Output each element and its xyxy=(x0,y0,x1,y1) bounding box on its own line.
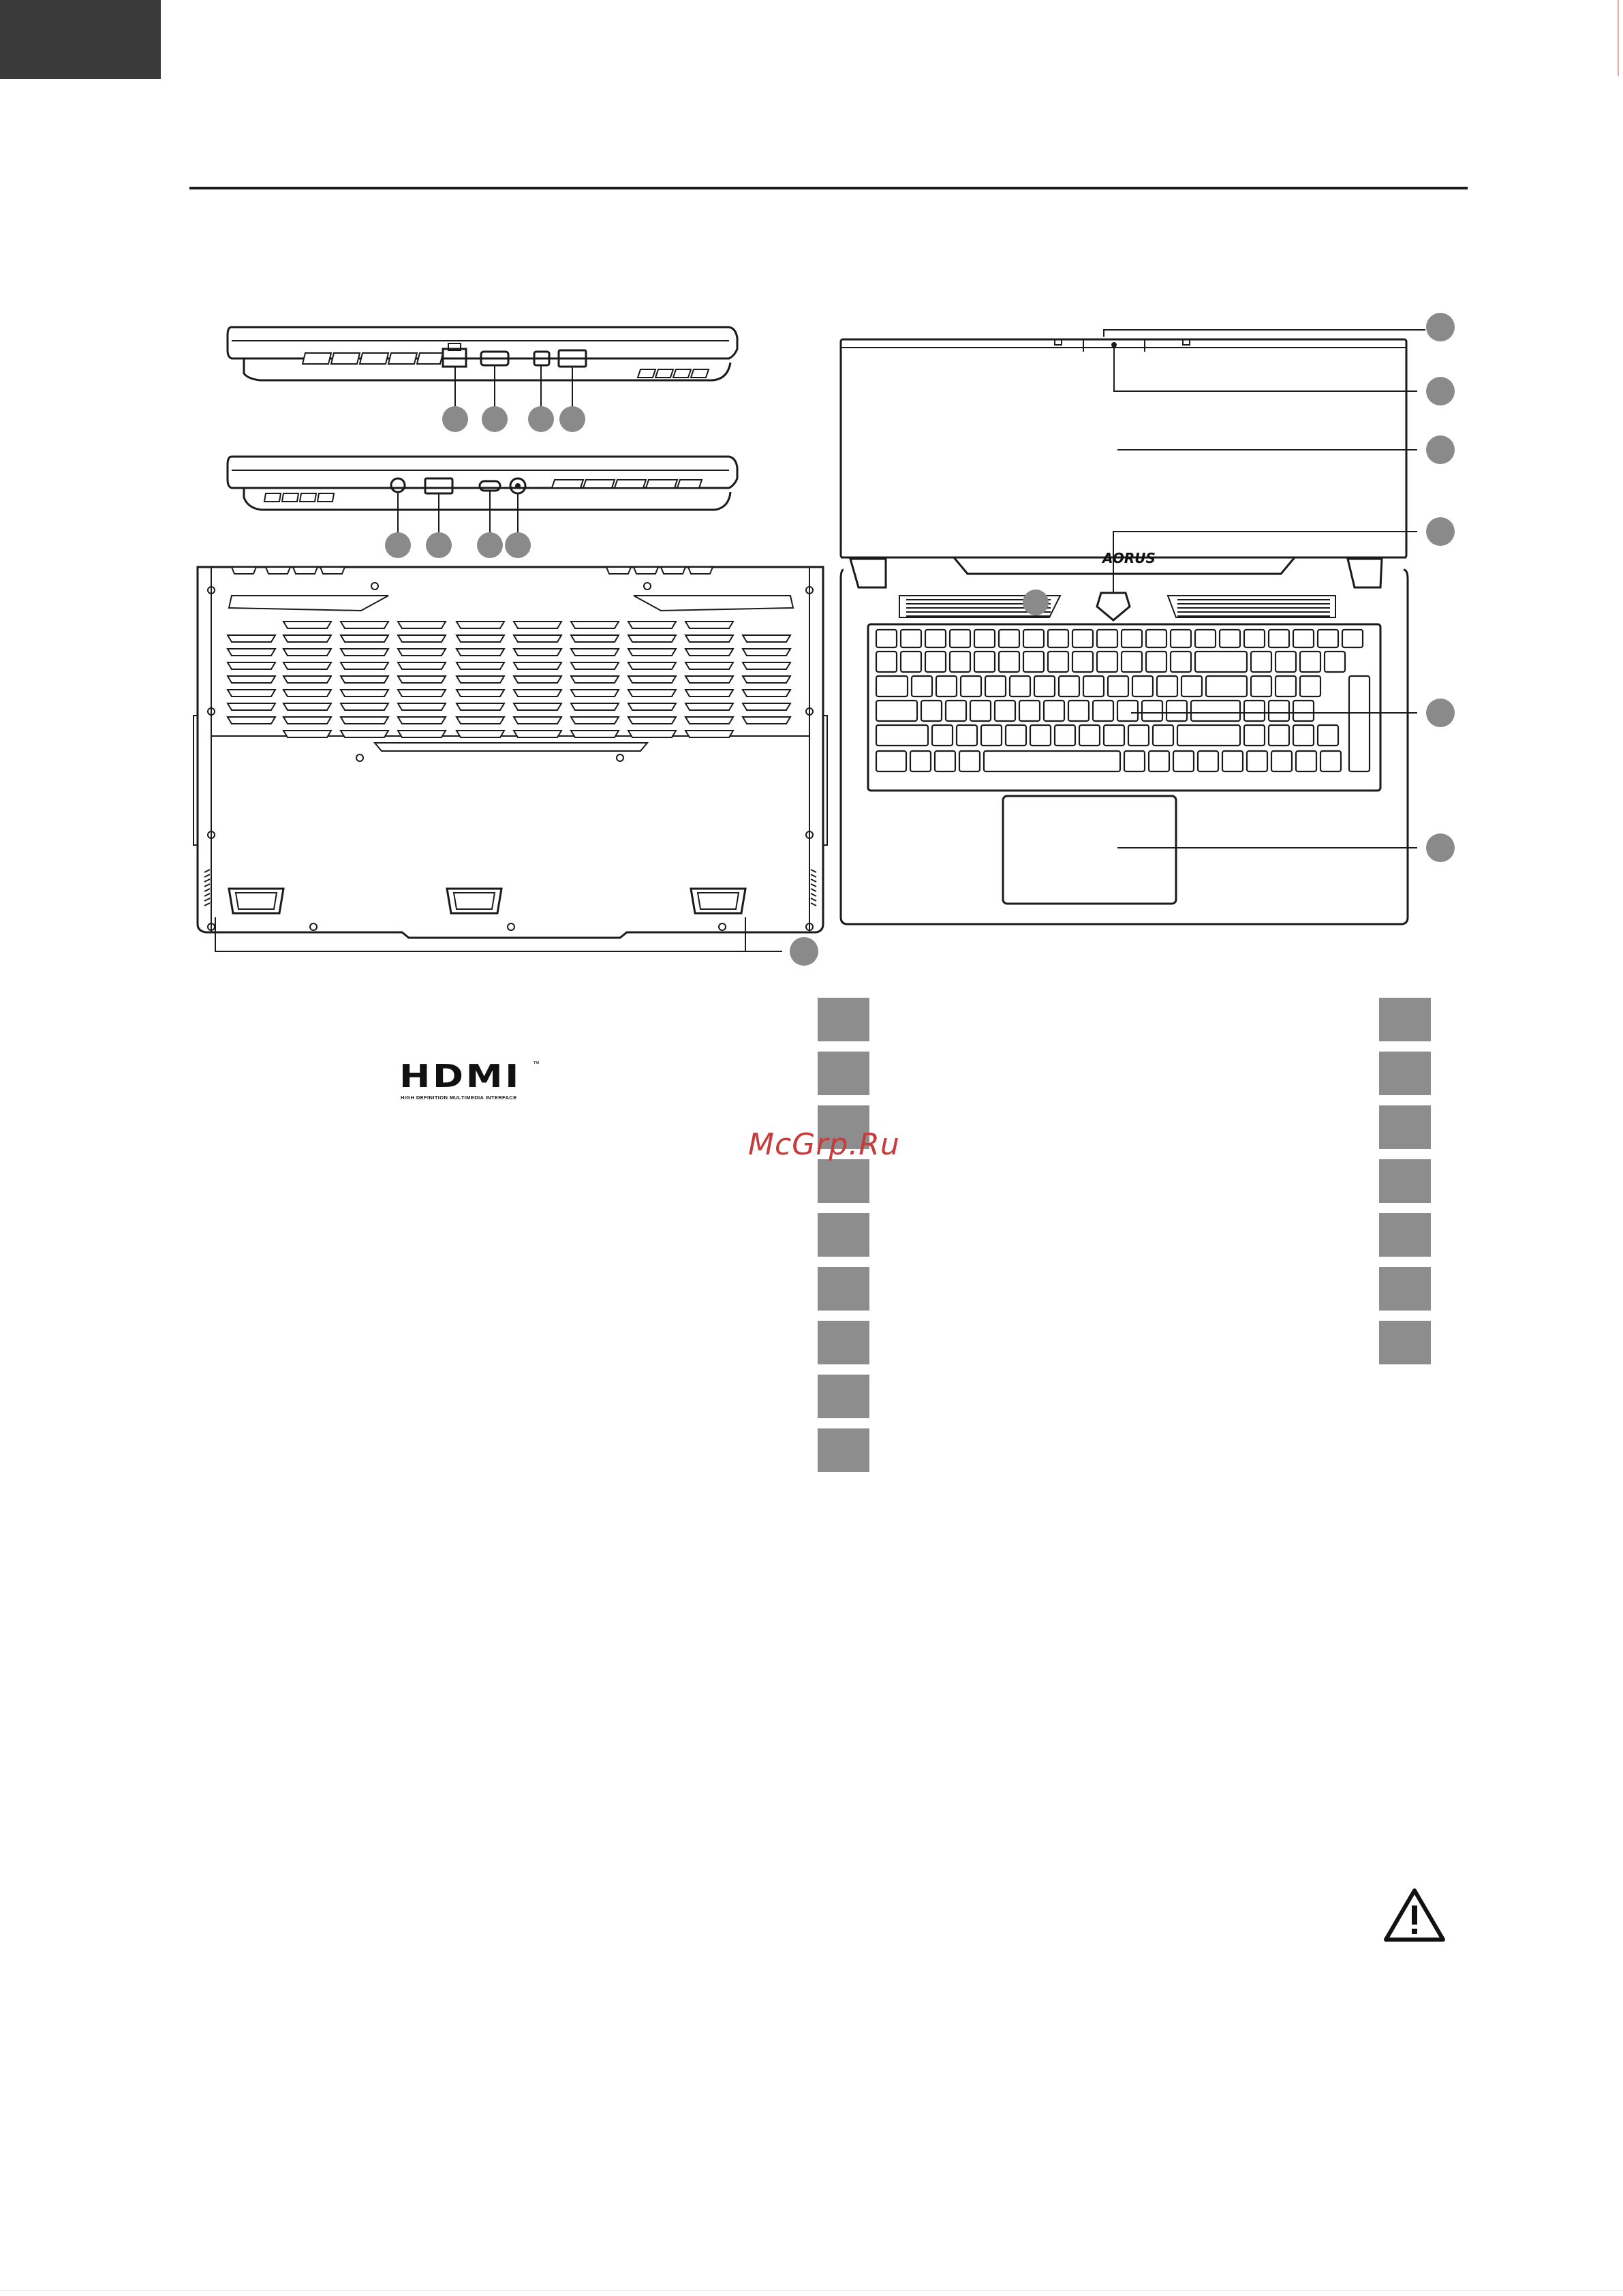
legend-marker xyxy=(818,1159,869,1203)
keyboard-key xyxy=(1269,630,1289,647)
footer-line xyxy=(0,2290,1623,2291)
section-tab xyxy=(0,0,161,79)
keyboard-key xyxy=(876,676,908,697)
keyboard-key xyxy=(1195,652,1247,672)
keyboard-key xyxy=(1023,630,1044,647)
keyboard-key xyxy=(1251,652,1271,672)
keyboard-key xyxy=(1191,701,1240,721)
keyboard-key xyxy=(961,676,981,697)
bottom-view-callout xyxy=(790,937,818,966)
top-view-callout xyxy=(1426,699,1455,727)
legend-marker xyxy=(818,1321,869,1364)
keyboard-key xyxy=(1247,751,1267,771)
keyboard-key xyxy=(1318,630,1338,647)
keyboard-key xyxy=(876,725,928,746)
legend-marker xyxy=(1379,1321,1431,1364)
keyboard-key xyxy=(1293,630,1314,647)
keyboard-key xyxy=(901,652,921,672)
keyboard-key xyxy=(974,630,995,647)
right-side-view xyxy=(225,450,770,572)
keyboard-key xyxy=(925,652,946,672)
keyboard-key xyxy=(1166,701,1187,721)
hdmi-logo-word: HDMI xyxy=(399,1058,521,1095)
keyboard-key xyxy=(1068,701,1089,721)
top-view xyxy=(831,307,1594,940)
keyboard-key xyxy=(1097,630,1117,647)
keyboard-key xyxy=(932,725,953,746)
top-view-callout xyxy=(1426,313,1455,341)
keyboard-key xyxy=(1171,652,1191,672)
keyboard-key xyxy=(1044,701,1064,721)
keyboard-key xyxy=(1055,725,1075,746)
legend-marker xyxy=(1379,998,1431,1041)
keyboard-key xyxy=(1059,676,1079,697)
hdmi-logo-subtitle: HIGH DEFINITION MULTIMEDIA INTERFACE xyxy=(401,1095,517,1101)
hdmi-logo xyxy=(399,1058,540,1101)
keyboard-key xyxy=(1222,751,1243,771)
keyboard-key xyxy=(1171,630,1191,647)
legend-marker xyxy=(1379,1105,1431,1149)
keyboard-key xyxy=(1251,676,1271,697)
keyboard-key xyxy=(984,751,1120,771)
keyboard-key xyxy=(1030,725,1051,746)
legend-marker xyxy=(1379,1267,1431,1311)
keyboard-key xyxy=(1300,652,1320,672)
keyboard-key xyxy=(935,751,955,771)
keyboard-key xyxy=(959,751,980,771)
legend-marker xyxy=(1379,1052,1431,1095)
keyboard-key xyxy=(1157,676,1177,697)
keyboard-key xyxy=(1271,751,1292,771)
keyboard-key xyxy=(950,652,970,672)
edge-mark xyxy=(1618,0,1619,76)
keyboard-key xyxy=(1276,676,1296,697)
keyboard-key xyxy=(1117,701,1138,721)
keyboard-key xyxy=(1293,725,1314,746)
keyboard-key xyxy=(999,630,1019,647)
watermark: McGrp.Ru xyxy=(748,1127,900,1162)
keyboard-key xyxy=(1300,676,1320,697)
keyboard-key xyxy=(1128,725,1149,746)
keyboard-key xyxy=(925,630,946,647)
keyboard-key xyxy=(1108,676,1128,697)
keyboard-key xyxy=(1072,630,1093,647)
keyboard-key xyxy=(999,652,1019,672)
keyboard-key xyxy=(876,630,897,647)
legend-marker xyxy=(818,1375,869,1418)
keyboard-key xyxy=(1320,751,1341,771)
keyboard-key xyxy=(1142,701,1162,721)
keyboard-key xyxy=(1244,701,1265,721)
keyboard-key xyxy=(1072,652,1093,672)
legend-marker xyxy=(818,1267,869,1311)
keyboard-key xyxy=(1342,630,1363,647)
top-view-callout xyxy=(1426,833,1455,862)
keyboard-key xyxy=(1269,725,1289,746)
keyboard-key xyxy=(901,630,921,647)
keyboard-key xyxy=(1220,630,1240,647)
keyboard-key xyxy=(974,652,995,672)
keyboard-key xyxy=(1122,652,1142,672)
keyboard-key xyxy=(957,725,977,746)
legend-marker xyxy=(818,1428,869,1472)
keyboard-key xyxy=(1146,652,1166,672)
keyboard-key xyxy=(1149,751,1169,771)
keyboard-key xyxy=(1124,751,1145,771)
keyboard-key xyxy=(1173,751,1194,771)
keyboard-key xyxy=(946,701,966,721)
keyboard-key xyxy=(876,751,906,771)
left-side-view xyxy=(225,320,770,443)
keyboard-key xyxy=(1177,725,1240,746)
legend-marker xyxy=(1379,1213,1431,1257)
keyboard-key xyxy=(1276,652,1296,672)
keyboard-key xyxy=(950,630,970,647)
keyboard-key xyxy=(936,676,957,697)
keyboard-key xyxy=(1325,652,1345,672)
keyboard-key xyxy=(1153,725,1173,746)
keyboard-key xyxy=(995,701,1015,721)
keyboard-key xyxy=(910,751,931,771)
keyboard-key xyxy=(1206,676,1247,697)
keyboard-key xyxy=(981,725,1002,746)
warning-triangle-icon xyxy=(1383,1888,1446,1944)
keyboard-key xyxy=(1318,725,1338,746)
keyboard-key xyxy=(1104,725,1124,746)
keyboard-key xyxy=(1132,676,1153,697)
keyboard-key xyxy=(985,676,1006,697)
top-view-brand-label: AORUS xyxy=(1102,550,1156,566)
legend-marker xyxy=(818,998,869,1041)
keyboard-key xyxy=(1195,630,1216,647)
keyboard-key xyxy=(876,701,917,721)
keyboard-key xyxy=(1006,725,1026,746)
keyboard-key xyxy=(921,701,942,721)
top-view-callout xyxy=(1023,590,1049,615)
legend-marker xyxy=(818,1052,869,1095)
keyboard-key xyxy=(1244,725,1265,746)
keyboard-key xyxy=(1048,630,1068,647)
keyboard-key xyxy=(1269,701,1289,721)
keyboard-key xyxy=(1349,676,1370,771)
keyboard-key xyxy=(1097,652,1117,672)
top-view-callout xyxy=(1426,517,1455,546)
keyboard-key xyxy=(1023,652,1044,672)
keyboard-key xyxy=(1034,676,1055,697)
top-view-callout xyxy=(1426,435,1455,464)
keyboard-key xyxy=(1244,630,1265,647)
keyboard-key xyxy=(1019,701,1040,721)
keyboard-key xyxy=(1083,676,1104,697)
keyboard-key xyxy=(1093,701,1113,721)
keyboard-key xyxy=(876,652,897,672)
keyboard-key xyxy=(1010,676,1030,697)
keyboard-key xyxy=(970,701,991,721)
legend-marker xyxy=(818,1213,869,1257)
hdmi-logo-tm: ™ xyxy=(533,1060,540,1068)
keyboard-key xyxy=(1146,630,1166,647)
top-view-callout xyxy=(1426,377,1455,405)
keyboard-key xyxy=(1181,676,1202,697)
keyboard-key xyxy=(1048,652,1068,672)
bottom-view xyxy=(191,559,831,981)
keyboard-key xyxy=(912,676,932,697)
keyboard-key xyxy=(1198,751,1218,771)
keyboard-key xyxy=(1296,751,1316,771)
keyboard-key xyxy=(1122,630,1142,647)
header-rule xyxy=(189,187,1468,189)
keyboard-key xyxy=(1079,725,1100,746)
keyboard-key xyxy=(1293,701,1314,721)
legend-marker xyxy=(1379,1159,1431,1203)
